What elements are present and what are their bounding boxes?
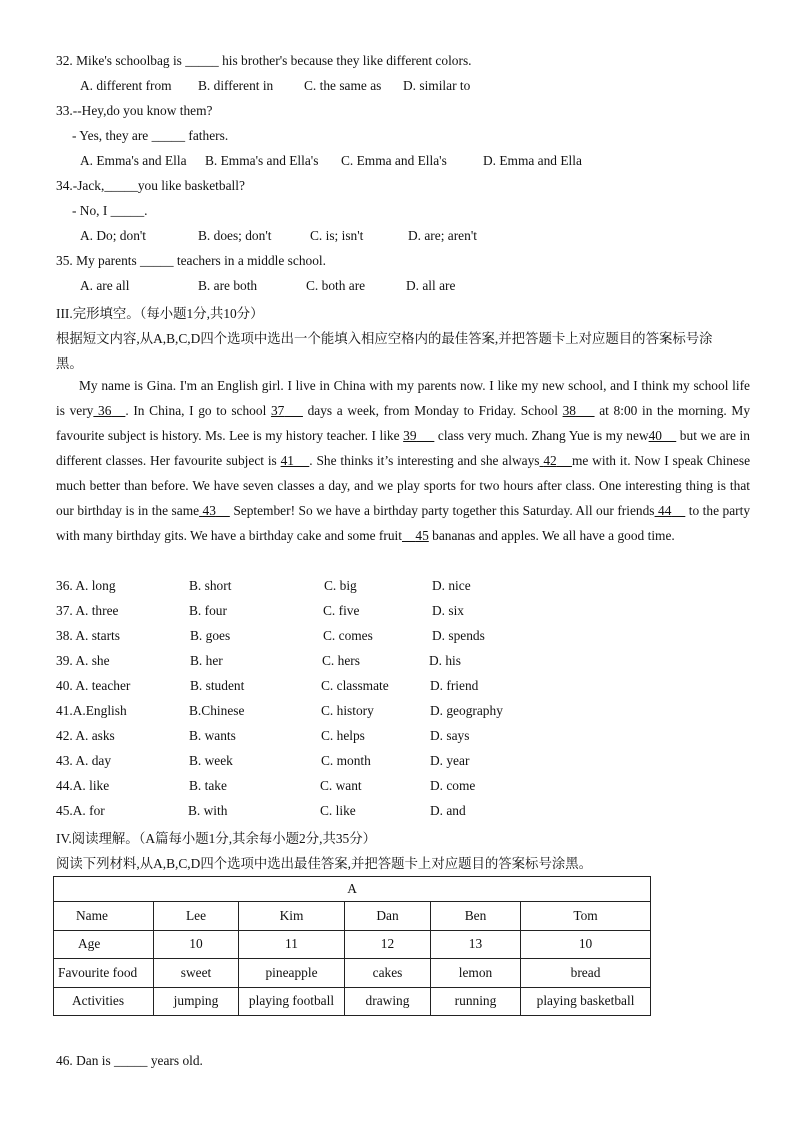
passage-text-8: me with it. Now I speak Chinese much better than before. We have seven classes a day, and we play sports for two hours after class. One interesting thing is that our birthday is in the same — [56, 453, 751, 518]
q45-option-b: B. with — [188, 803, 228, 818]
blank-40: 40 — [648, 428, 662, 443]
table-cell: drawing — [345, 987, 431, 1016]
q39-option-b: B. her — [190, 653, 223, 668]
q34-option-b: B. does; don't — [198, 228, 272, 243]
question-46-stem: 46. Dan is _____ years old. — [56, 1053, 203, 1068]
q43-option-a: 43. A. day — [56, 753, 112, 768]
q37-option-a: 37. A. three — [56, 603, 119, 618]
q42-option-d: D. says — [430, 728, 470, 743]
q38-option-d: D. spends — [432, 628, 485, 643]
section-3-instruction-cont: 黑。 — [56, 356, 83, 371]
row-header-activities: Activities — [54, 987, 154, 1016]
passage-text-5: class very much. Zhang Yue is my new — [437, 428, 649, 443]
q40-option-a: 40. A. teacher — [56, 678, 131, 693]
question-33-reply: - Yes, they are _____ fathers. — [72, 128, 229, 143]
passage-text-1: My name is Gina. I'm an English girl. I live in China with my parents now. I like my new school, and I think my school life is very — [56, 378, 750, 418]
q39-option-a: 39. A. she — [56, 653, 110, 668]
q41-option-c: C. history — [321, 703, 374, 718]
reading-a-table — [53, 876, 651, 1016]
q37-option-b: B. four — [189, 603, 227, 618]
q45-option-a: 45.A. for — [56, 803, 105, 818]
q37-option-c: C. five — [323, 603, 360, 618]
q33-option-c: C. Emma and Ella's — [341, 153, 447, 168]
passage-text-3: days a week, from Monday to Friday. School — [307, 403, 558, 418]
passage-text-4: at 8:00 in the morning. My favourite subject is history. Ms. Lee is my history teacher. I like — [56, 403, 751, 443]
q45-option-d: D. and — [430, 803, 466, 818]
q40-option-c: C. classmate — [321, 678, 389, 693]
table-cell: Lee — [154, 902, 239, 931]
section-4-heading: IV.阅读理解。（A篇每小题1分,其余每小题2分,共35分） — [56, 831, 377, 846]
table-cell: playing football — [239, 987, 345, 1016]
q44-option-a: 44.A. like — [56, 778, 110, 793]
table-cell: 10 — [521, 930, 651, 959]
passage-text-11: bananas and apples. We all have a good time. — [432, 528, 675, 543]
table-cell: 11 — [239, 930, 345, 959]
question-34-stem: 34.-Jack,_____you like basketball? — [56, 178, 245, 193]
table-cell: running — [431, 987, 521, 1016]
passage-text-6: but we are in different classes. Her favourite subject is — [56, 428, 750, 468]
cloze-passage — [56, 373, 750, 548]
table-cell: Ben — [431, 902, 521, 931]
row-header-age: Age — [54, 930, 154, 959]
blank-37: 37 — [270, 403, 285, 418]
table-cell: sweet — [154, 959, 239, 988]
q32-option-d: D. similar to — [403, 78, 471, 93]
q34-option-c: C. is; isn't — [310, 228, 364, 243]
blank-44: 44 — [658, 503, 672, 518]
q38-option-a: 38. A. starts — [56, 628, 120, 643]
passage-text-2: . In China, I go to school — [125, 403, 267, 418]
q35-option-a: A. are all — [80, 278, 130, 293]
blank-43: 43 — [202, 503, 216, 518]
q36-option-c: C. big — [324, 578, 357, 593]
q41-option-a: 41.A.English — [56, 703, 127, 718]
q40-option-b: B. student — [190, 678, 245, 693]
q39-option-c: C. hers — [322, 653, 360, 668]
table-cell: 10 — [154, 930, 239, 959]
table-row-name — [54, 902, 651, 931]
table-row-age — [54, 930, 651, 959]
q34-option-d: D. are; aren't — [408, 228, 477, 243]
q38-option-c: C. comes — [323, 628, 373, 643]
q43-option-d: D. year — [430, 753, 470, 768]
row-header-food: Favourite food — [54, 959, 154, 988]
q37-option-d: D. six — [432, 603, 464, 618]
blank-36: 36 — [98, 403, 112, 418]
table-cell: cakes — [345, 959, 431, 988]
passage-text-7: . She thinks it’s interesting and she always — [309, 453, 540, 468]
q44-option-b: B. take — [189, 778, 227, 793]
table-title: A — [54, 877, 651, 902]
passage-text-10: to the party with many birthday gits. We have a birthday cake and some fruit — [56, 503, 751, 543]
section-3-instruction: 根据短文内容,从A,B,C,D四个选项中选出一个能填入相应空格内的最佳答案,并把答题卡上对应题目的答案标号涂 — [56, 331, 713, 346]
q42-option-c: C. helps — [321, 728, 365, 743]
table-cell: 12 — [345, 930, 431, 959]
question-35-stem: 35. My parents _____ teachers in a middle school. — [56, 253, 326, 268]
table-cell: bread — [521, 959, 651, 988]
q33-option-d: D. Emma and Ella — [483, 153, 582, 168]
q38-option-b: B. goes — [190, 628, 231, 643]
table-cell: Tom — [521, 902, 651, 931]
blank-45: 45 — [415, 528, 429, 543]
question-32-stem: 32. Mike's schoolbag is _____ his brother's because they like different colors. — [56, 53, 472, 68]
q35-option-b: B. are both — [198, 278, 258, 293]
q40-option-d: D. friend — [430, 678, 479, 693]
table-cell: Kim — [239, 902, 345, 931]
q44-option-c: C. want — [320, 778, 362, 793]
table-cell: pineapple — [239, 959, 345, 988]
q36-option-b: B. short — [189, 578, 232, 593]
q36-option-d: D. nice — [432, 578, 471, 593]
row-header-name: Name — [54, 902, 154, 931]
q35-option-c: C. both are — [306, 278, 366, 293]
table-cell: 13 — [431, 930, 521, 959]
table-cell: Dan — [345, 902, 431, 931]
q33-option-a: A. Emma's and Ella — [80, 153, 187, 168]
q35-option-d: D. all are — [406, 278, 456, 293]
table-cell: playing basketball — [521, 987, 651, 1016]
q32-option-c: C. the same as — [304, 78, 382, 93]
q43-option-b: B. week — [189, 753, 233, 768]
q43-option-c: C. month — [321, 753, 371, 768]
q32-option-b: B. different in — [198, 78, 274, 93]
q32-option-a: A. different from — [80, 78, 172, 93]
blank-38: 38 — [562, 403, 576, 418]
table-cell: lemon — [431, 959, 521, 988]
section-4-instruction: 阅读下列材料,从A,B,C,D四个选项中选出最佳答案,并把答题卡上对应题目的答案标号涂黑。 — [56, 856, 593, 871]
q42-option-a: 42. A. asks — [56, 728, 115, 743]
question-33-stem: 33.--Hey,do you know them? — [56, 103, 213, 118]
section-3-heading: III.完形填空。（每小题1分,共10分） — [56, 306, 264, 321]
blank-42: 42 — [543, 453, 557, 468]
blank-41: 41 — [280, 453, 294, 468]
table-row-activities — [54, 987, 651, 1016]
q45-option-c: C. like — [320, 803, 356, 818]
q34-option-a: A. Do; don't — [80, 228, 147, 243]
passage-text-9: September! So we have a birthday party together this Saturday. All our friends — [233, 503, 655, 518]
q42-option-b: B. wants — [189, 728, 236, 743]
q36-option-a: 36. A. long — [56, 578, 116, 593]
table-row-food — [54, 959, 651, 988]
question-34-reply: - No, I _____. — [72, 203, 148, 218]
table-cell: jumping — [154, 987, 239, 1016]
q41-option-b: B.Chinese — [189, 703, 245, 718]
q41-option-d: D. geography — [430, 703, 503, 718]
q39-option-d: D. his — [429, 653, 461, 668]
q44-option-d: D. come — [430, 778, 476, 793]
blank-39: 39 — [403, 428, 417, 443]
q33-option-b: B. Emma's and Ella's — [205, 153, 319, 168]
